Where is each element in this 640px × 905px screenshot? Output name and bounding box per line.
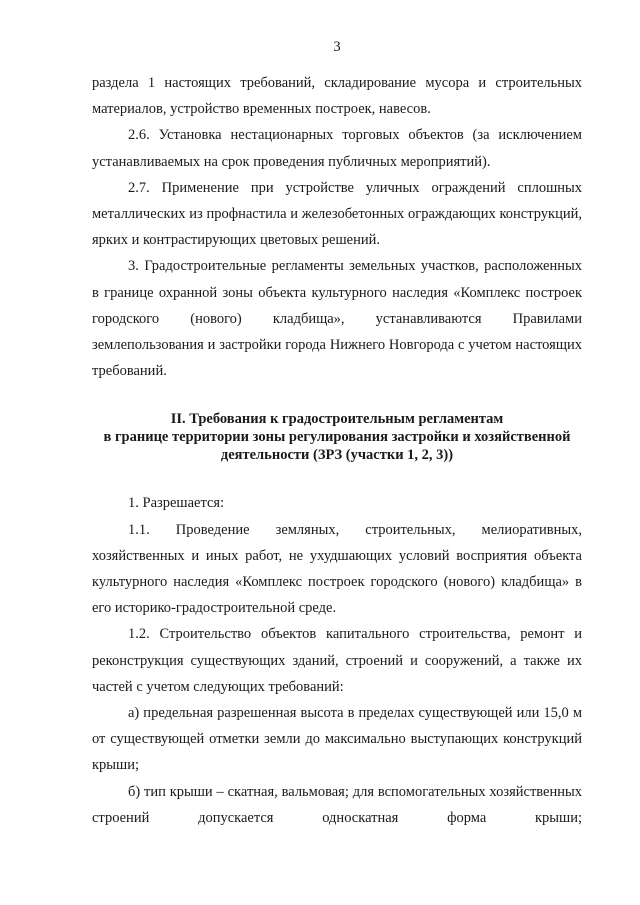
section-heading [92, 410, 582, 464]
paragraph-1-2: 1.2. Строительство объектов капитального строительства, ремонт и реконструкция существующих зданий, строений и сооружений, а также их частей с учетом следующих требований: [92, 626, 582, 695]
paragraph-item-b: б) тип крыши – скатная, вальмовая; для вспомогательных хозяйственных строений допускается односкатная форма крыши; [92, 783, 582, 826]
document-body [92, 70, 582, 831]
page-number: 3 [333, 39, 341, 55]
paragraph-1: 1. Разрешается: [128, 495, 225, 512]
section-heading-line-3: деятельности (ЗРЗ (участки 1, 2, 3)) [220, 447, 454, 464]
paragraph-2-6: 2.6. Установка нестационарных торговых объектов (за исключением устанавливаемых на срок проведения публичных мероприятий). [92, 127, 582, 170]
section-heading-line-1: II. Требования к градостроительным регламентам [170, 411, 504, 428]
section-heading-line-2: в границе территории зоны регулирования застройки и хозяйственной [103, 429, 571, 446]
paragraph-2-7: 2.7. Применение при устройстве уличных ограждений сплошных металлических из профнастила и железобетонных ограждающих конструкций, ярких и контрастирующих цветовых решений. [92, 179, 582, 249]
paragraph-3: 3. Градостроительные регламенты земельных участков, расположенных в границе охранной зоны объекта культурного наследия «Комплекс построек городского (нового) кладбища», устанавливаются Правилами землепользования и застройки города Нижнего Новгорода с учетом настоящих требований. [92, 258, 582, 380]
paragraph-item-a: а) предельная разрешенная высота в пределах существующей или 15,0 м от существующей отметки земли до максимально выступающих конструкций крыши; [92, 705, 582, 774]
paragraph-continuation: раздела 1 настоящих требований, складирование мусора и строительных материалов, устройство временных построек, навесов. [92, 75, 582, 118]
paragraph-1-1: 1.1. Проведение земляных, строительных, мелиоративных, хозяйственных и иных работ, не ухудшающих условий восприятия объекта культурного наследия «Комплекс построек городского (нового) кладбища» в его историко-градостроительной среде. [92, 521, 582, 617]
